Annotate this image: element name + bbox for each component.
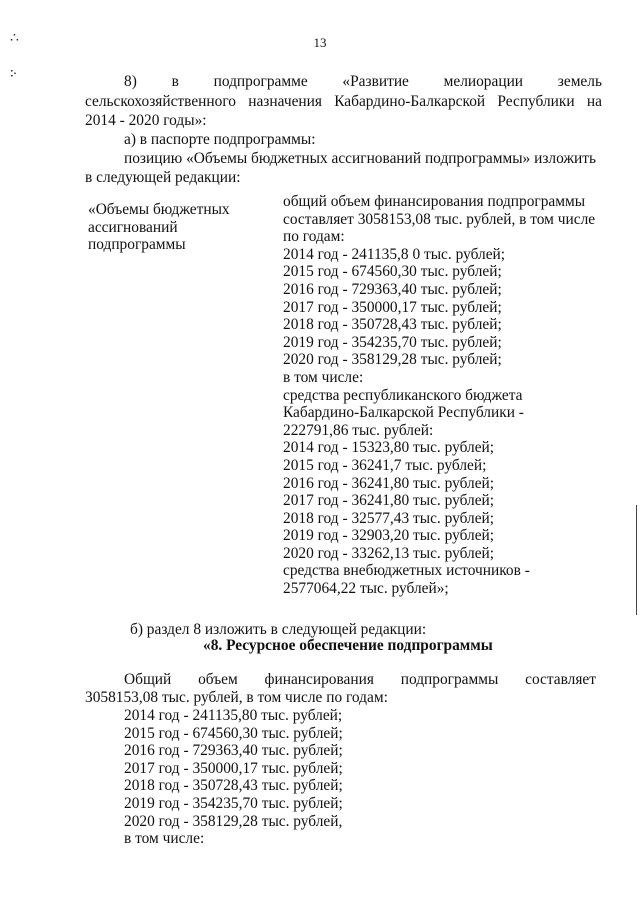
word: 8) — [124, 73, 137, 90]
text-line: «Объемы бюджетных — [88, 201, 230, 218]
text-line: 2016 год - 36241,80 тыс. рублей; — [283, 474, 495, 492]
section-heading: «8. Ресурсное обеспечение подпрограммы — [203, 637, 493, 654]
section-b-intro: б) раздел 8 изложить в следующей редакции: — [130, 621, 427, 638]
list-item: 2015 год - 674560,30 тыс. рублей; — [124, 724, 343, 742]
word: финансирования — [264, 671, 374, 688]
funding-by-year-list — [124, 707, 343, 848]
word: назначения — [248, 93, 322, 110]
text-line: 2016 год - 729363,40 тыс. рублей; — [283, 280, 502, 298]
item8-line5: позицию «Объемы бюджетных ассигнований подпрограммы» изложить — [124, 150, 597, 167]
text-line: общий объем финансирования подпрограммы — [283, 193, 586, 210]
item8-line1 — [124, 73, 602, 91]
list-item: 2019 год - 354235,70 тыс. рублей; — [124, 794, 343, 812]
list-item: 2014 год - 241135,80 тыс. рублей; — [124, 707, 343, 724]
text-line: подпрограммы — [88, 236, 186, 254]
text-line: средства внебюджетных источников - — [283, 562, 530, 580]
text-line: 2020 год - 33262,13 тыс. рублей; — [283, 544, 495, 562]
item8-line6: в следующей редакции: — [85, 169, 241, 186]
word: Общий — [124, 671, 172, 688]
page-number: 13 — [313, 35, 327, 50]
text-line: 2019 год - 32903,20 тыс. рублей; — [283, 527, 495, 545]
margin-mark-top: ∴ — [10, 31, 18, 46]
text-line: 2019 год - 354235,70 тыс. рублей; — [283, 333, 502, 351]
text-line: средства республиканского бюджета — [283, 386, 523, 404]
text-line: 2015 год - 674560,30 тыс. рублей; — [283, 263, 502, 281]
section-b-paragraph-line1 — [124, 671, 596, 689]
list-item: 2017 год - 350000,17 тыс. рублей; — [124, 759, 343, 777]
text-line: 2017 год - 36241,80 тыс. рублей; — [283, 492, 495, 510]
item8-line2 — [85, 93, 602, 111]
list-item: 2016 год - 729363,40 тыс. рублей; — [124, 742, 343, 760]
text-line: в том числе: — [283, 368, 364, 386]
word: Кабардино-Балкарской — [334, 93, 486, 110]
word: подпрограмме — [213, 73, 308, 90]
text-line: 2014 год - 241135,8 0 тыс. рублей; — [283, 245, 506, 263]
text-line: 2018 год - 350728,43 тыс. рублей; — [283, 316, 502, 334]
text-line: 2015 год - 36241,7 тыс. рублей; — [283, 456, 487, 474]
item8-subitem-a: а) в паспорте подпрограммы: — [124, 131, 316, 148]
text-line: по годам: — [283, 228, 345, 246]
scan-edge-line — [636, 505, 637, 615]
word: в — [171, 73, 179, 90]
word: мелиорации — [443, 73, 524, 90]
passport-right-column — [283, 193, 595, 598]
text-line: 2020 год - 358129,28 тыс. рублей; — [283, 351, 502, 369]
word: «Развитие — [342, 73, 409, 90]
item8-line3: 2014 - 2020 годы»: — [85, 112, 207, 129]
text-line: составляет 3058153,08 тыс. рублей, в том числе — [283, 210, 596, 228]
list-item: 2018 год - 350728,43 тыс. рублей; — [124, 777, 343, 795]
section-b-paragraph-line2: 3058153,08 тыс. рублей, в том числе по годам: — [85, 689, 388, 706]
word: Республики — [497, 93, 575, 110]
list-item: в том числе: — [124, 830, 205, 848]
word: на — [586, 93, 602, 110]
word: земель — [557, 73, 602, 90]
text-line: 2018 год - 32577,43 тыс. рублей; — [283, 509, 495, 527]
text-line: 2017 год - 350000,17 тыс. рублей; — [283, 298, 502, 316]
word: подпрограммы — [400, 671, 499, 688]
margin-mark-second: ∶· — [10, 67, 17, 82]
text-line: 222791,86 тыс. рублей: — [283, 421, 434, 439]
text-line: Кабардино-Балкарской Республики - — [283, 404, 524, 422]
text-line: ассигнований — [88, 218, 178, 236]
word: объем — [198, 671, 238, 688]
passport-left-column — [88, 201, 230, 254]
list-item: 2020 год - 358129,28 тыс. рублей, — [124, 812, 343, 830]
text-line: 2577064,22 тыс. рублей»; — [283, 580, 449, 598]
word: сельскохозяйственного — [85, 93, 236, 110]
word: составляет — [525, 671, 596, 688]
text-line: 2014 год - 15323,80 тыс. рублей; — [283, 439, 495, 457]
